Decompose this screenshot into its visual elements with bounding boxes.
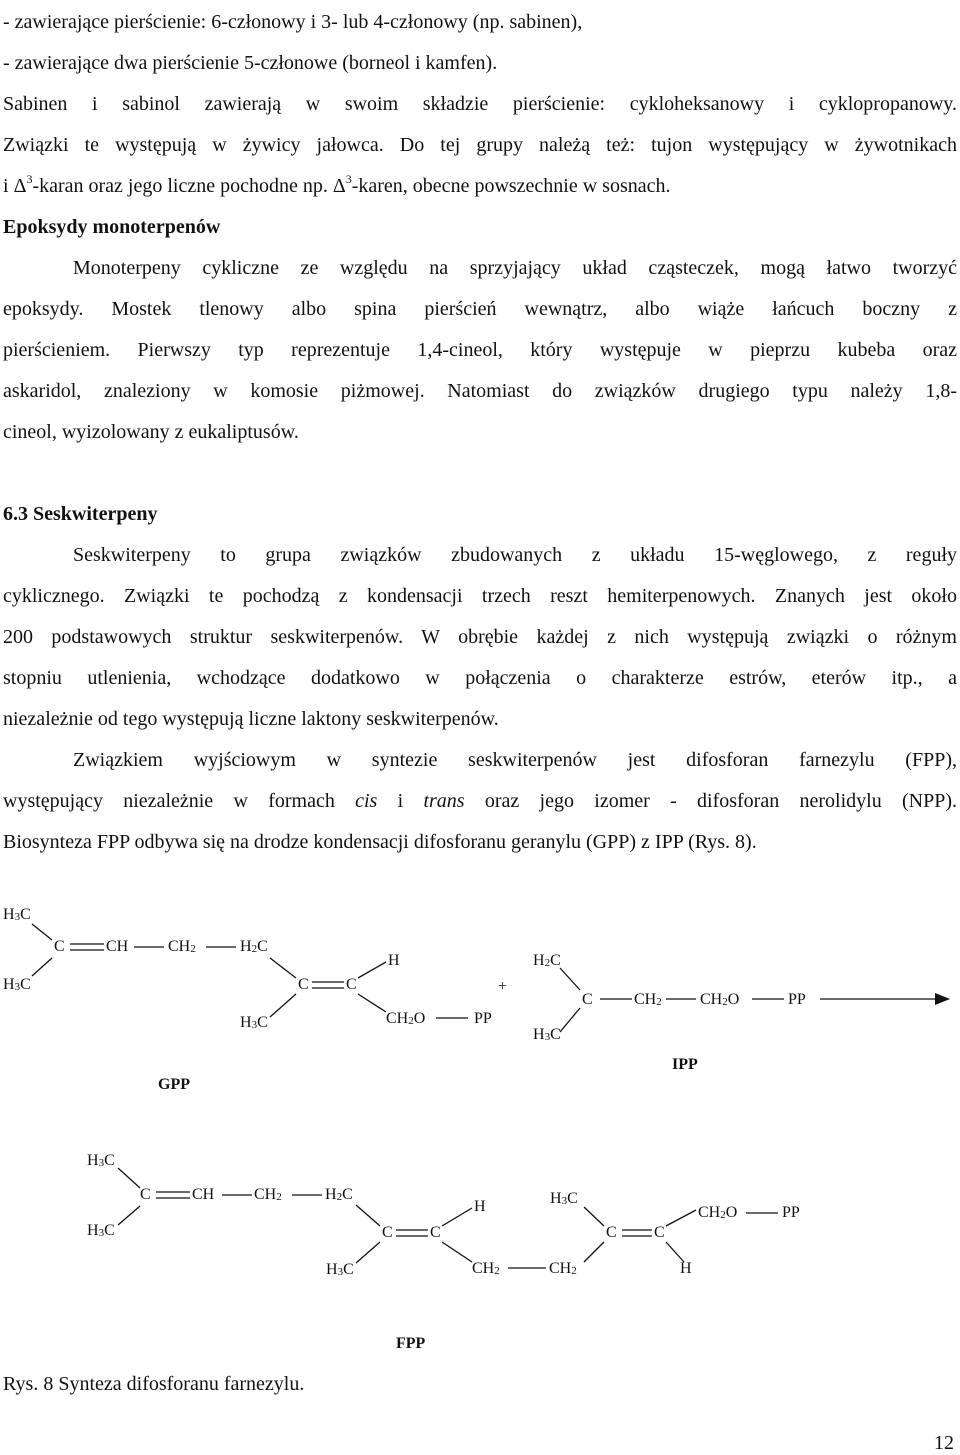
paragraph-line: cyklicznego. Związki te pochodzą z kondensacji trzech reszt hemiterpenowych. Znanych jest około [3, 585, 957, 607]
delta-symbol: Δ [332, 175, 346, 197]
paragraph-line: Biosynteza FPP odbywa się na drodze kondensacji difosforanu geranylu (GPP) z IPP (Rys. 8). [3, 831, 757, 853]
text-line-2: - zawierające dwa pierścienie 5-członowe (borneol i kamfen). [3, 52, 498, 74]
atom-ch: CH [106, 938, 129, 955]
paragraph-line: stopniu utlenienia, wchodzące dodatkowo w połączenia o charakterze estrów, eterów itp., a [3, 667, 957, 689]
text-fragment: -karen, obecne powszechnie w sosnach. [351, 175, 671, 197]
atom-h3c: $H_3C$ [3, 906, 31, 923]
atom-h3c: $H_3C$ [533, 1026, 561, 1043]
italic-cis: cis [355, 790, 378, 812]
atom-h: H [388, 952, 400, 969]
atom-c: C [382, 1224, 393, 1241]
atom-pp: PP [474, 1010, 492, 1027]
text-line-3: Sabinen i sabinol zawierają w swoim składzie pierścienie: cykloheksanowy i cyklopropanowy. [3, 93, 957, 115]
atom-pp: PP [782, 1204, 800, 1221]
text-fragment: oraz jego izomer - difosforan nerolidylu (NPP). [464, 790, 957, 812]
compound-label-ipp: IPP [672, 1056, 698, 1073]
atom-ch2o: $CH_2O$ [700, 991, 740, 1008]
text-fragment: -karan oraz jego liczne pochodne np. [32, 175, 333, 197]
paragraph-line: Seskwiterpeny to grupa związków zbudowanych z układu 15-węglowego, z reguły [73, 544, 957, 566]
atom-h2c: $H_2C$ [325, 1186, 353, 1203]
atom-ch: CH [192, 1186, 215, 1203]
atom-h2c: $H_2C$ [533, 952, 561, 969]
atom-c: C [346, 976, 357, 993]
atom-ch2: $CH_2$ [549, 1260, 577, 1277]
section-heading-epoxides: Epoksydy monoterpenów [3, 216, 221, 238]
text-fragment: występujący niezależnie w formach [3, 790, 356, 812]
text-line-4: Związki te występują w żywicy jałowca. Do tej grupy należą też: tujon występujący w żywotnikach [3, 134, 957, 156]
delta-symbol: Δ [13, 175, 27, 197]
atom-c: C [430, 1224, 441, 1241]
atom-ch2: $CH_2$ [254, 1186, 282, 1203]
atom-pp: PP [788, 991, 806, 1008]
paragraph-line: cineol, wyizolowany z eukaliptusów. [3, 421, 299, 443]
plus-sign: + [498, 978, 508, 995]
atom-c: C [654, 1224, 665, 1241]
superscript: 3 [345, 172, 352, 186]
paragraph-line: niezależnie od tego występują liczne laktony seskwiterpenów. [3, 708, 499, 730]
text-fragment: i [377, 790, 424, 812]
atom-ch2: $CH_2$ [472, 1260, 500, 1277]
paragraph-line: 200 podstawowych struktur seskwiterpenów. W obrębie każdej z nich występują związki o różnym [3, 626, 957, 648]
superscript: 3 [26, 172, 33, 186]
section-heading-sesquiterpenes: 6.3 Seskwiterpeny [3, 503, 158, 525]
compound-label-gpp: GPP [158, 1076, 190, 1093]
atom-h3c: $H_3C$ [87, 1152, 115, 1169]
atom-ch2o: $CH_2O$ [698, 1204, 738, 1221]
atom-h3c: $H_3C$ [87, 1222, 115, 1239]
atom-h2c: $H_2C$ [240, 938, 268, 955]
paragraph-line: Monoterpeny cykliczne ze względu na sprzyjający układ cząsteczek, mogą łatwo tworzyć [73, 257, 957, 279]
atom-c: C [582, 991, 593, 1008]
paragraph-line: epoksydy. Mostek tlenowy albo spina pierścień wewnątrz, albo wiąże łańcuch boczny z [3, 298, 957, 320]
page-number: 12 [934, 1432, 954, 1454]
figure-caption: Rys. 8 Synteza difosforanu farnezylu. [3, 1373, 305, 1395]
atom-c: C [606, 1224, 617, 1241]
atom-c: C [54, 938, 65, 955]
atom-ch2: $CH_2$ [634, 991, 662, 1008]
atom-h3c: $H_3C$ [240, 1014, 268, 1031]
atom-h3c: $H_3C$ [550, 1190, 578, 1207]
atom-h: H [680, 1260, 692, 1277]
italic-trans: trans [423, 790, 465, 812]
atom-ch2o: $CH_2O$ [386, 1010, 426, 1027]
atom-h: H [474, 1198, 486, 1215]
text-fragment: i [3, 175, 14, 197]
atom-h3c: $H_3C$ [326, 1261, 354, 1278]
compound-label-fpp: FPP [396, 1335, 426, 1352]
paragraph-line: askaridol, znaleziony w komosie piżmowej. Natomiast do związków drugiego typu należy 1,8- [3, 380, 957, 402]
paragraph-line: pierścieniem. Pierwszy typ reprezentuje 1,4-cineol, który występuje w pieprzu kubeba oraz [3, 339, 957, 361]
text-line-1: - zawierające pierścienie: 6-członowy i 3- lub 4-członowy (np. sabinen), [3, 11, 583, 33]
atom-c: C [298, 976, 309, 993]
paragraph-line: Związkiem wyjściowym w syntezie seskwiterpenów jest difosforan farnezylu (FPP), [73, 749, 957, 771]
atom-h3c: $H_3C$ [3, 976, 31, 993]
atom-c: C [140, 1186, 151, 1203]
atom-ch2: $CH_2$ [168, 938, 196, 955]
